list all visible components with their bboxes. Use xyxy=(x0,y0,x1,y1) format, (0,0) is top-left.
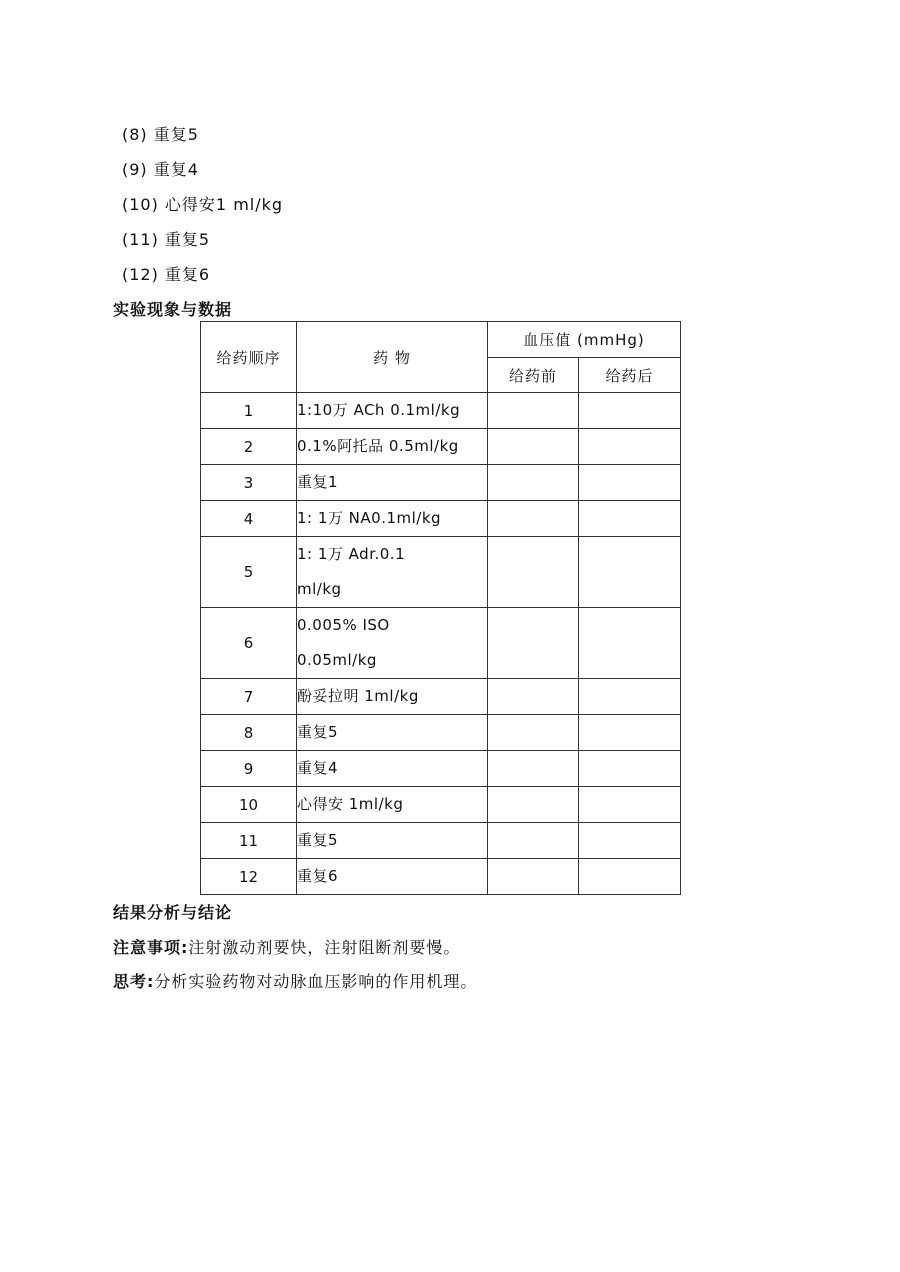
cell-before xyxy=(488,608,579,679)
cell-after xyxy=(579,537,681,608)
step-11: (11) 重复5 xyxy=(122,230,211,249)
cell-before xyxy=(488,537,579,608)
think-text: 分析实验药物对动脉血压影响的作用机理。 xyxy=(154,972,478,991)
cell-before xyxy=(488,715,579,751)
cell-before xyxy=(488,679,579,715)
row-number: 10 xyxy=(201,787,297,823)
row-number: 9 xyxy=(201,751,297,787)
row-number: 12 xyxy=(201,859,297,895)
row-drug: 0.005% ISO 0.05ml/kg xyxy=(297,608,488,679)
row-drug: 酚妥拉明 1ml/kg xyxy=(297,679,488,715)
row-drug: 0.1%阿托品 0.5ml/kg xyxy=(297,429,488,465)
cell-before xyxy=(488,859,579,895)
row-drug: 心得安 1ml/kg xyxy=(297,787,488,823)
think-line xyxy=(113,969,477,992)
table-row xyxy=(201,679,681,715)
cell-before xyxy=(488,823,579,859)
table-row xyxy=(201,859,681,895)
step-10: (10) 心得安1 ml/kg xyxy=(122,195,284,214)
cell-after xyxy=(579,501,681,537)
result-title: 结果分析与结论 xyxy=(113,903,233,922)
cell-before xyxy=(488,465,579,501)
cell-before xyxy=(488,501,579,537)
row-drug: 重复6 xyxy=(297,859,488,895)
cell-after xyxy=(579,751,681,787)
row-number: 11 xyxy=(201,823,297,859)
cell-after xyxy=(579,823,681,859)
table-row xyxy=(201,787,681,823)
row-number: 3 xyxy=(201,465,297,501)
step-8: (8) 重复5 xyxy=(122,125,199,144)
cell-before xyxy=(488,751,579,787)
row-number: 7 xyxy=(201,679,297,715)
cell-after xyxy=(579,859,681,895)
step-9: (9) 重复4 xyxy=(122,160,199,179)
table-row xyxy=(201,465,681,501)
table-row xyxy=(201,608,681,679)
cell-after xyxy=(579,429,681,465)
table-row xyxy=(201,823,681,859)
table-row xyxy=(201,751,681,787)
header-before: 给药前 xyxy=(488,358,579,393)
row-number: 1 xyxy=(201,393,297,429)
row-drug: 重复4 xyxy=(297,751,488,787)
table-row xyxy=(201,429,681,465)
row-number: 2 xyxy=(201,429,297,465)
cell-after xyxy=(579,715,681,751)
row-drug: 重复5 xyxy=(297,823,488,859)
notes-line xyxy=(113,935,460,958)
table-row xyxy=(201,715,681,751)
think-label: 思考: xyxy=(113,972,155,991)
cell-before xyxy=(488,429,579,465)
data-table xyxy=(200,321,681,895)
row-number: 5 xyxy=(201,537,297,608)
row-drug: 1:10万 ACh 0.1ml/kg xyxy=(297,393,488,429)
cell-after xyxy=(579,787,681,823)
row-drug: 1: 1万 Adr.0.1 ml/kg xyxy=(297,537,488,608)
step-12: (12) 重复6 xyxy=(122,265,211,284)
notes-text: 注射激动剂要快，注射阻断剂要慢。 xyxy=(188,938,461,957)
header-after: 给药后 xyxy=(579,358,681,393)
row-drug: 重复5 xyxy=(297,715,488,751)
cell-after xyxy=(579,393,681,429)
table-row xyxy=(201,393,681,429)
table-row xyxy=(201,537,681,608)
row-number: 8 xyxy=(201,715,297,751)
header-drug: 药 物 xyxy=(297,322,488,393)
row-drug: 1: 1万 NA0.1ml/kg xyxy=(297,501,488,537)
notes-label: 注意事项: xyxy=(113,938,189,957)
row-number: 4 xyxy=(201,501,297,537)
row-drug: 重复1 xyxy=(297,465,488,501)
cell-before xyxy=(488,787,579,823)
cell-before xyxy=(488,393,579,429)
table-row xyxy=(201,501,681,537)
cell-after xyxy=(579,465,681,501)
row-number: 6 xyxy=(201,608,297,679)
section-title: 实验现象与数据 xyxy=(113,300,233,319)
header-order: 给药顺序 xyxy=(201,322,297,393)
cell-after xyxy=(579,608,681,679)
header-bp: 血压值 (mmHg) xyxy=(488,322,681,358)
cell-after xyxy=(579,679,681,715)
